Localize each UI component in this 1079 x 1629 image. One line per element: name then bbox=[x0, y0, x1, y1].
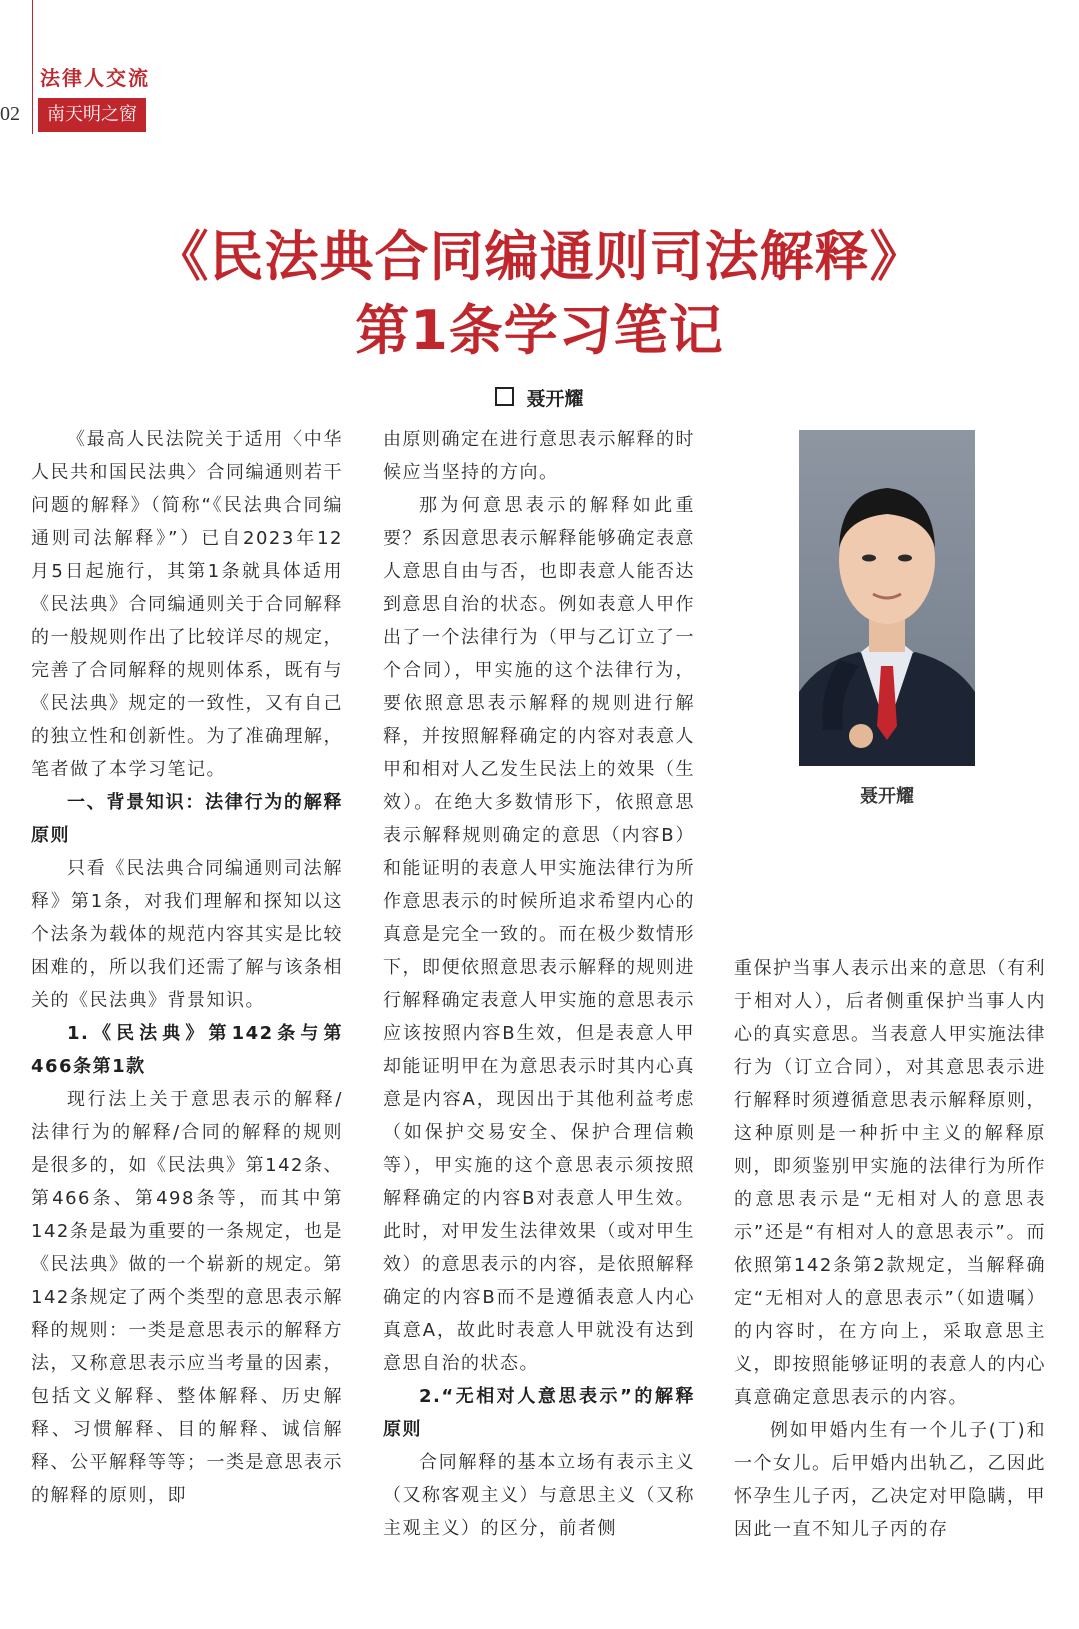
paragraph: 例如甲婚内生有一个儿子(丁)和一个女儿。后甲婚内出轨乙，乙因此怀孕生儿子丙，乙决定对甲隐瞒，甲因此一直不知儿子丙的存 bbox=[734, 1420, 1046, 1540]
paragraph: 由原则确定在进行意思表示解释的时候应当坚持的方向。 bbox=[383, 429, 695, 483]
header-rule bbox=[32, 0, 33, 134]
paragraph: 只看《民法典合同编通则司法解释》第1条，对我们理解和探知以这个法条为载体的规范内容其实是比较困难的，所以我们还需了解与该条相关的《民法典》背景知识。 bbox=[31, 858, 343, 1011]
author-name: 聂开耀 bbox=[526, 388, 584, 410]
paragraph: 重保护当事人表示出来的意思（有利于相对人），后者侧重保护当事人内心的真实意思。当表意人甲实施法律行为（订立合同），对其意思表示进行解释时须遵循意思表示解释原则，这种原则是一种折中主义的解释原则，即须鉴别甲实施的法律行为所作的意思表示是“无相对人的意思表示”还是“有相对人的意思表示”。而依照第142条第2款规定，当解释确定“无相对人的意思表示”（如遗嘱）的内容时，在方向上，采取意思主义，即按照能够证明的表意人的内心真意确定意思表示的内容。 bbox=[734, 958, 1046, 1408]
byline bbox=[0, 384, 1079, 411]
text-column-3 bbox=[734, 952, 1046, 1546]
page-number: 02 bbox=[0, 103, 20, 125]
author-photo bbox=[799, 430, 975, 766]
column-tag: 南天明之窗 bbox=[38, 98, 146, 132]
section-heading: 一、背景知识：法律行为的解释原则 bbox=[31, 792, 343, 846]
paragraph: 《最高人民法院关于适用〈中华人民共和国民法典〉合同编通则若干问题的解释》（简称“《民法典合同编通则司法解释》”）已自2023年12月5日起施行，其第1条就具体适用《民法典》合同编通则关于合同解释的一般规则作出了比较详尽的规定，完善了合同解释的规则体系，既有与《民法典》规定的一致性，又有自己的独立性和创新性。为了准确理解，笔者做了本学习笔记。 bbox=[31, 429, 343, 780]
text-column-1 bbox=[31, 423, 343, 1512]
paragraph: 那为何意思表示的解释如此重要？系因意思表示解释能够确定表意人意思自由与否，也即表意人能否达到意思自治的状态。例如表意人甲作出了一个法律行为（甲与乙订立了一个合同），甲实施的这个法律行为，要依照意思表示解释的规则进行解释，并按照解释确定的内容对表意人甲和相对人乙发生民法上的效果（生效）。在绝大多数情形下，依照意思表示解释规则确定的意思（内容B）和能证明的表意人甲实施法律行为所作意思表示的时候所追求希望内心的真意是完全一致的。而在极少数情形下，即便依照意思表示解释的规则进行解释确定表意人甲实施的意思表示应该按照内容B生效，但是表意人甲却能证明甲在为意思表示时其内心真意是内容A，现因出于其他利益考虑（如保护交易安全、保护合理信赖等），甲实施的这个意思表示须按照解释确定的内容B对表意人甲生效。此时，对甲发生法律效果（或对甲生效）的意思表示的内容，是依照解释确定的内容B而不是遵循表意人内心真意A，故此时表意人甲就没有达到意思自治的状态。 bbox=[383, 495, 695, 1374]
text-column-2 bbox=[383, 423, 695, 1545]
article-title-line2: 第1条学习笔记 bbox=[355, 299, 724, 362]
article-title-line1: 《民法典合同编通则司法解释》 bbox=[154, 225, 925, 288]
photo-caption: 聂开耀 bbox=[860, 786, 914, 807]
paragraph: 合同解释的基本立场有表示主义（又称客观主义）与意思主义（又称主观主义）的区分，前者侧 bbox=[383, 1452, 695, 1539]
author-portrait-illustration bbox=[799, 430, 975, 766]
subsection-heading: 1.《民法典》第142条与第466条第1款 bbox=[31, 1023, 343, 1077]
square-icon bbox=[495, 387, 514, 406]
subsection-heading: 2.“无相对人意思表示”的解释原则 bbox=[383, 1386, 695, 1440]
section-name: 法律人交流 bbox=[40, 66, 150, 90]
paragraph: 现行法上关于意思表示的解释/法律行为的解释/合同的解释的规则是很多的，如《民法典》第142条、第466条、第498条等，而其中第142条是最为重要的一条规定，也是《民法典》做的一个崭新的规定。第142条规定了两个类型的意思表示解释的规则：一类是意思表示的解释方法，又称意思表示应当考量的因素，包括文义解释、整体解释、历史解释、习惯解释、目的解释、诚信解释、公平解释等等；一类是意思表示的解释的原则，即 bbox=[31, 1089, 343, 1506]
